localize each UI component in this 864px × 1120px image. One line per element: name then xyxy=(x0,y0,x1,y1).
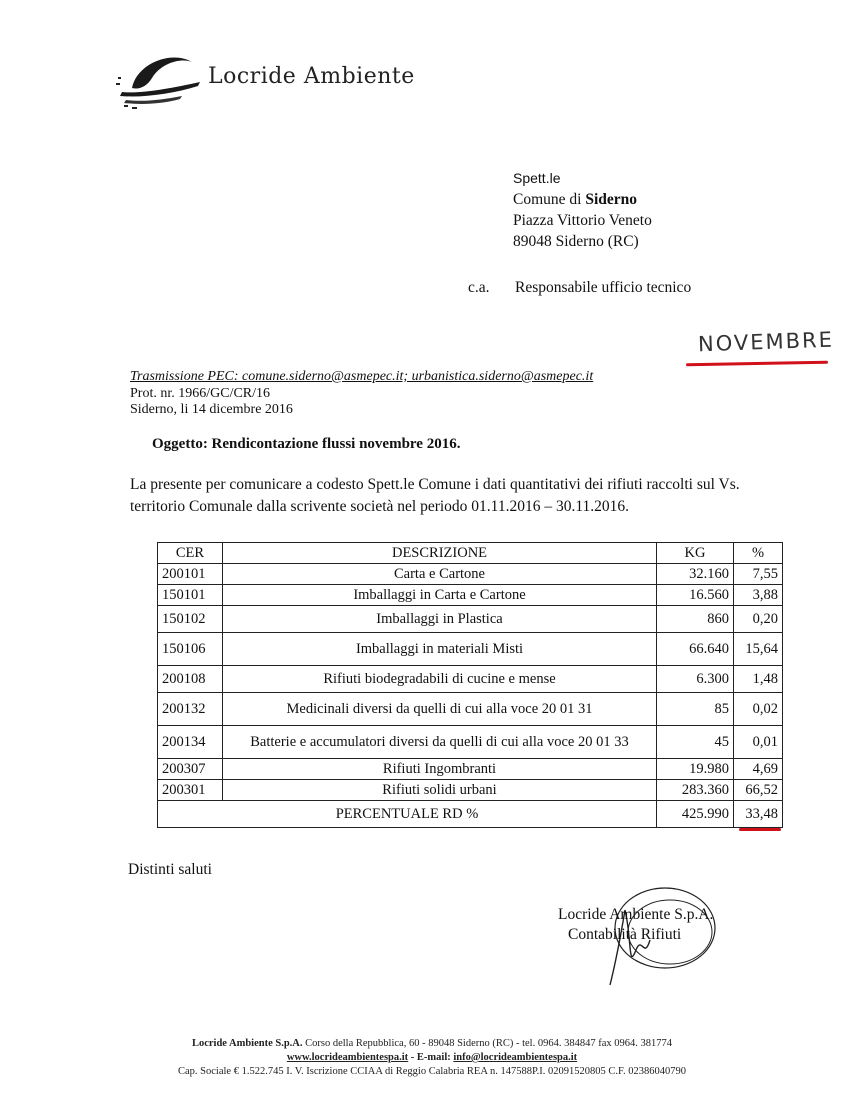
recipient-line3: 89048 Siderno (RC) xyxy=(513,233,639,250)
footer-website-link[interactable]: www.locrideambientespa.it xyxy=(286,1052,409,1063)
header-kg: KG xyxy=(657,543,734,564)
row-percent: 0,02 xyxy=(734,693,783,726)
company-logo-icon xyxy=(112,48,204,110)
row-code: 200134 xyxy=(158,726,223,759)
row-kg: 860 xyxy=(657,606,734,633)
company-logo-text: Locride Ambiente xyxy=(208,64,415,89)
row-percent: 66,52 xyxy=(734,780,783,801)
recipient-line2: Piazza Vittorio Veneto xyxy=(513,212,652,229)
table-row xyxy=(158,564,783,585)
row-code: 200307 xyxy=(158,759,223,780)
row-kg: 16.560 xyxy=(657,585,734,606)
letter-date: Siderno, li 14 dicembre 2016 xyxy=(130,402,293,417)
row-kg: 32.160 xyxy=(657,564,734,585)
row-kg: 66.640 xyxy=(657,633,734,666)
table-row xyxy=(158,666,783,693)
row-description: Carta e Cartone xyxy=(223,564,657,585)
attention-label: c.a. xyxy=(468,279,490,296)
header-percent: % xyxy=(734,543,783,564)
row-code: 200108 xyxy=(158,666,223,693)
row-percent: 0,01 xyxy=(734,726,783,759)
table-row xyxy=(158,633,783,666)
row-description: Rifiuti biodegradabili di cucine e mense xyxy=(223,666,657,693)
row-percent: 0,20 xyxy=(734,606,783,633)
row-kg: 45 xyxy=(657,726,734,759)
closing-greeting: Distinti saluti xyxy=(128,861,212,878)
row-percent: 4,69 xyxy=(734,759,783,780)
attention-text: Responsabile ufficio tecnico xyxy=(515,279,692,296)
footer-email-label: E-mail: xyxy=(416,1052,451,1063)
table-total-row xyxy=(158,801,783,828)
red-underline-note xyxy=(686,361,828,366)
row-code: 200132 xyxy=(158,693,223,726)
row-code: 200301 xyxy=(158,780,223,801)
header-description: DESCRIZIONE xyxy=(223,543,657,564)
row-code: 150101 xyxy=(158,585,223,606)
header-cer: CER xyxy=(158,543,223,564)
row-code: 150102 xyxy=(158,606,223,633)
row-description: Imballaggi in Carta e Cartone xyxy=(223,585,657,606)
letterhead-footer xyxy=(0,1037,864,1079)
row-percent: 15,64 xyxy=(734,633,783,666)
total-percent: 33,48 xyxy=(734,801,783,828)
row-description: Imballaggi in materiali Misti xyxy=(223,633,657,666)
row-code: 150106 xyxy=(158,633,223,666)
table-row xyxy=(158,759,783,780)
total-kg: 425.990 xyxy=(657,801,734,828)
waste-data-table xyxy=(157,542,783,828)
recipient-line1: Comune di Siderno xyxy=(513,191,638,208)
table-row xyxy=(158,780,783,801)
red-underline-total xyxy=(739,828,781,831)
table-header-row xyxy=(158,543,783,564)
handwritten-month-note: NOVEMBRE xyxy=(697,327,835,357)
signature-company: Locride Ambiente S.p.A. xyxy=(558,906,714,923)
row-kg: 85 xyxy=(657,693,734,726)
row-description: Rifiuti Ingombranti xyxy=(223,759,657,780)
table-row xyxy=(158,693,783,726)
table-row xyxy=(158,585,783,606)
row-description: Rifiuti solidi urbani xyxy=(223,780,657,801)
total-label: PERCENTUALE RD % xyxy=(158,801,657,828)
table-row xyxy=(158,726,783,759)
recipient-salutation: Spett.le xyxy=(513,170,561,186)
row-kg: 283.360 xyxy=(657,780,734,801)
footer-line2: www.locrideambientespa.it - E-mail: info@locrideambientespa.it xyxy=(286,1052,578,1063)
table-row xyxy=(158,606,783,633)
row-description: Medicinali diversi da quelli di cui alla voce 20 01 31 xyxy=(223,693,657,726)
footer-company: Locride Ambiente S.p.A. xyxy=(191,1038,303,1049)
body-paragraph: La presente per comunicare a codesto Spett.le Comune i dati quantitativi dei rifiuti raccolti sul Vs. territorio Comunale dalla scrivente società nel periodo 01.11.2016 – 30.11.2016. xyxy=(130,476,740,515)
footer-line1 xyxy=(0,1037,864,1051)
row-percent: 1,48 xyxy=(734,666,783,693)
row-kg: 6.300 xyxy=(657,666,734,693)
footer-email-link[interactable]: info@locrideambientespa.it xyxy=(453,1052,578,1063)
row-percent: 3,88 xyxy=(734,585,783,606)
footer-address: Corso della Repubblica, 60 - 89048 Siderno (RC) - tel. 0964. 384847 fax 0964. 381774 xyxy=(305,1038,673,1049)
row-percent: 7,55 xyxy=(734,564,783,585)
pec-transmission: Trasmissione PEC: comune.siderno@asmepec.it; urbanistica.siderno@asmepec.it xyxy=(130,369,594,384)
signature-department: Contabilità Rifiuti xyxy=(568,926,682,943)
recipient-city: Siderno xyxy=(585,191,638,208)
row-description: Imballaggi in Plastica xyxy=(223,606,657,633)
footer-legal: Cap. Sociale € 1.522.745 I. V. Iscrizione CCIAA di Reggio Calabria REA n. 147588P.I. 02091520805 C.F. 02386040790 xyxy=(178,1066,686,1077)
subject-line: Oggetto: Rendicontazione flussi novembre 2016. xyxy=(152,436,461,452)
recipient-address xyxy=(513,168,652,252)
row-description: Batterie e accumulatori diversi da quelli di cui alla voce 20 01 33 xyxy=(223,726,657,759)
protocol-number: Prot. nr. 1966/GC/CR/16 xyxy=(130,386,271,401)
row-code: 200101 xyxy=(158,564,223,585)
row-kg: 19.980 xyxy=(657,759,734,780)
